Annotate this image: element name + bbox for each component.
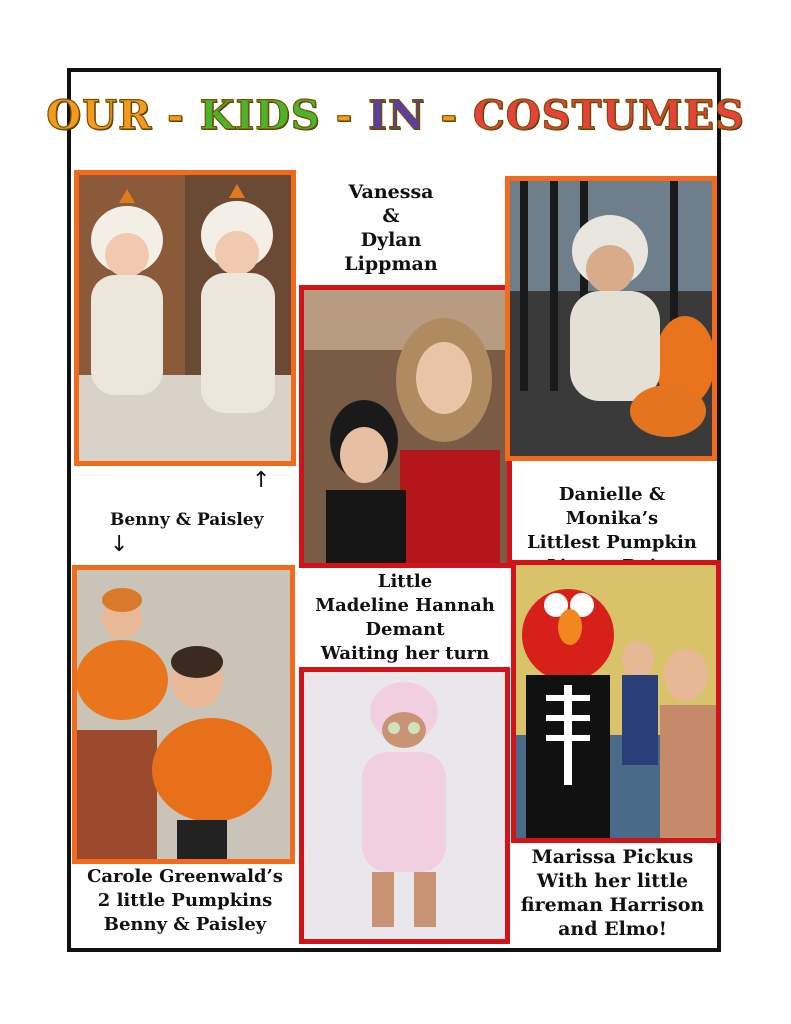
photo-vanessa-dylan xyxy=(299,285,512,568)
caption-marissa-line-2: With her little xyxy=(536,870,689,892)
caption-madeline-line-2: Madeline Hannah xyxy=(315,595,495,616)
title-costumes: COSTUMES xyxy=(472,92,745,139)
title-sep-3: - xyxy=(425,92,473,139)
photo-spa-baby xyxy=(299,667,510,944)
caption-vanessa-line-2: & xyxy=(382,205,400,227)
photo-giraffe xyxy=(505,176,717,461)
caption-carole-line-3: Benny & Paisley xyxy=(103,914,267,935)
page-title xyxy=(0,92,791,139)
arrow-down-icon: ↓ xyxy=(110,532,129,557)
title-in: IN xyxy=(368,92,426,139)
caption-carole-line-2: 2 little Pumpkins xyxy=(97,890,273,911)
giraffe-image xyxy=(510,181,712,456)
title-our: OUR xyxy=(46,92,153,139)
caption-vanessa xyxy=(316,180,466,276)
spa-baby-image xyxy=(304,672,505,939)
elmo-image xyxy=(516,565,716,838)
chicks-image xyxy=(79,175,291,461)
caption-madeline xyxy=(300,570,510,666)
caption-benny-paisley-top: Benny & Paisley xyxy=(110,510,264,530)
caption-vanessa-line-1: Vanessa xyxy=(348,181,434,203)
title-sep-2: - xyxy=(320,92,369,139)
caption-marissa-line-3: fireman Harrison xyxy=(520,894,705,916)
caption-madeline-line-4: Waiting her turn xyxy=(320,643,490,664)
caption-vanessa-line-4: Lippman xyxy=(344,253,438,275)
caption-madeline-line-3: Demant xyxy=(365,619,445,640)
caption-marissa-line-4: and Elmo! xyxy=(558,918,667,940)
title-kids: KIDS xyxy=(199,92,321,139)
photo-elmo xyxy=(511,560,721,843)
caption-danielle-line-1: Danielle & Monika’s xyxy=(558,484,666,529)
arrow-up-icon: ↑ xyxy=(252,468,271,493)
caption-madeline-line-1: Little xyxy=(377,571,433,592)
caption-danielle-line-2: Littlest Pumpkin xyxy=(527,532,697,553)
title-sep-1: - xyxy=(152,92,200,139)
caption-carole-line-1: Carole Greenwald’s xyxy=(87,866,283,887)
vanessa-dylan-image xyxy=(304,290,507,563)
pumpkins-image xyxy=(77,570,290,859)
photo-pumpkins xyxy=(72,565,295,864)
photo-chicks xyxy=(74,170,296,466)
caption-carole xyxy=(74,865,296,937)
caption-marissa-line-1: Marissa Pickus xyxy=(531,846,694,868)
caption-vanessa-line-3: Dylan xyxy=(360,229,422,251)
caption-marissa xyxy=(510,845,715,941)
